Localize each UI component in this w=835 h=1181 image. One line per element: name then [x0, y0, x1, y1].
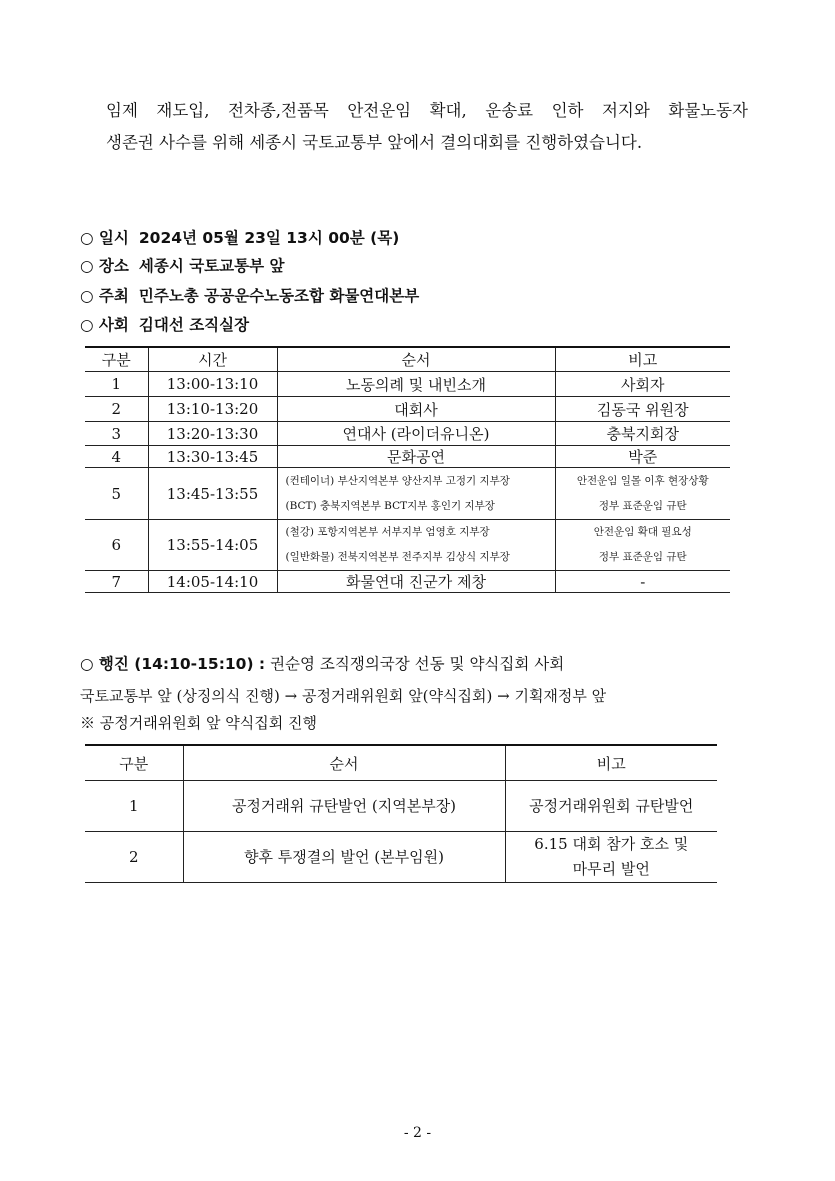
- cell: 화물연대 진군가 제창: [277, 571, 555, 593]
- cell: 13:30-13:45: [148, 446, 277, 468]
- page-number: - 2 -: [403, 1125, 432, 1141]
- cell: 5: [85, 468, 148, 520]
- cell: 충북지회장: [555, 422, 730, 446]
- cell-line: 안전운임 일몰 이후 현장상황: [576, 474, 709, 487]
- info-moderator: [80, 313, 249, 335]
- info-value: 민주노총 공공운수노동조합 화물연대본부: [138, 287, 420, 305]
- march-heading: [80, 652, 564, 674]
- cell: 2: [85, 397, 148, 422]
- cell: [277, 520, 555, 571]
- cell: [277, 468, 555, 520]
- info-host: [80, 284, 419, 306]
- info-key: ○ 사회: [80, 316, 129, 334]
- table-row: [85, 397, 730, 422]
- info-key: ○ 일시: [80, 229, 129, 247]
- table-row: [85, 571, 730, 593]
- cell-line: 정부 표준운임 규탄: [598, 499, 687, 512]
- cell: 향후 투쟁결의 발언 (본부임원): [183, 832, 505, 883]
- cell: 공정거래위원회 규탄발언: [505, 781, 717, 832]
- header-cell: 시간: [148, 347, 277, 372]
- march-note: ※ 공정거래위원회 앞 약식집회 진행: [80, 714, 317, 732]
- header-cell: 구분: [85, 347, 148, 372]
- cell: 13:10-13:20: [148, 397, 277, 422]
- intro-line: 생존권 사수를 위해 세종시 국토교통부 앞에서 결의대회를 진행하였습니다.: [106, 133, 643, 152]
- cell: 4: [85, 446, 148, 468]
- cell: 대회사: [277, 397, 555, 422]
- cell: [505, 832, 717, 883]
- table-row: [85, 446, 730, 468]
- cell: 13:20-13:30: [148, 422, 277, 446]
- table-row: [85, 781, 717, 832]
- table-row: [85, 468, 730, 520]
- info-value: 세종시 국토교통부 앞: [138, 257, 285, 275]
- header-cell: 순서: [183, 745, 505, 781]
- info-key: ○ 주최: [80, 287, 129, 305]
- cell: 2: [85, 832, 183, 883]
- cell: 13:55-14:05: [148, 520, 277, 571]
- table-header: [85, 745, 717, 781]
- cell: 공정거래위 규탄발언 (지역본부장): [183, 781, 505, 832]
- cell-line: (철강) 포항지역본부 서부지부 엄영호 지부장: [285, 526, 490, 538]
- info-value: 김대선 조직실장: [138, 316, 250, 334]
- cell: 1: [85, 372, 148, 397]
- cell: 3: [85, 422, 148, 446]
- cell-line: 마무리 발언: [572, 860, 650, 878]
- header-cell: 순서: [277, 347, 555, 372]
- cell: 7: [85, 571, 148, 593]
- table-header: [85, 347, 730, 372]
- cell: 14:05-14:10: [148, 571, 277, 593]
- cell: [555, 468, 730, 520]
- program-table: [85, 346, 730, 593]
- info-key: ○ 장소: [80, 257, 129, 275]
- table-row: [85, 832, 717, 883]
- info-value: 2024년 05월 23일 13시 00분 (목): [138, 229, 400, 247]
- cell: [555, 520, 730, 571]
- cell-line: 6.15 대회 참가 호소 및: [534, 835, 689, 853]
- cell: 김동국 위원장: [555, 397, 730, 422]
- cell-line: (BCT) 충북지역본부 BCT지부 홍인기 지부장: [285, 499, 495, 512]
- cell: 사회자: [555, 372, 730, 397]
- table-row: [85, 372, 730, 397]
- cell: 문화공연: [277, 446, 555, 468]
- rally-table: [85, 744, 717, 883]
- cell: -: [555, 571, 730, 593]
- cell-line: (컨테이너) 부산지역본부 양산지부 고정기 지부장: [285, 474, 510, 487]
- header-cell: 구분: [85, 745, 183, 781]
- header-cell: 비고: [505, 745, 717, 781]
- cell: 1: [85, 781, 183, 832]
- info-place: [80, 254, 284, 276]
- intro-line: 임제 재도입, 전차종,전품목 안전운임 확대, 운송료 인하 저지와 화물노동자: [106, 101, 748, 120]
- cell-line: (일반화물) 전북지역본부 전주지부 김상식 지부장: [285, 551, 510, 563]
- cell: 노동의례 및 내빈소개: [277, 372, 555, 397]
- header-cell: 비고: [555, 347, 730, 372]
- march-route: 국토교통부 앞 (상징의식 진행) → 공정거래위원회 앞(약식집회) → 기획재정부 앞: [80, 687, 607, 705]
- cell: 13:45-13:55: [148, 468, 277, 520]
- cell: 6: [85, 520, 148, 571]
- cell: 연대사 (라이더유니온): [277, 422, 555, 446]
- march-title: ○ 행진 (14:10-15:10) :: [80, 655, 266, 673]
- cell: 13:00-13:10: [148, 372, 277, 397]
- cell-line: 정부 표준운임 규탄: [598, 551, 687, 563]
- table-row: [85, 422, 730, 446]
- cell-line: 안전운임 확대 필요성: [593, 526, 692, 538]
- cell: 박준: [555, 446, 730, 468]
- intro-paragraph: [88, 95, 748, 159]
- info-date: [80, 226, 399, 248]
- march-desc: 권순영 조직쟁의국장 선동 및 약식집회 사회: [265, 655, 565, 673]
- table-row: [85, 520, 730, 571]
